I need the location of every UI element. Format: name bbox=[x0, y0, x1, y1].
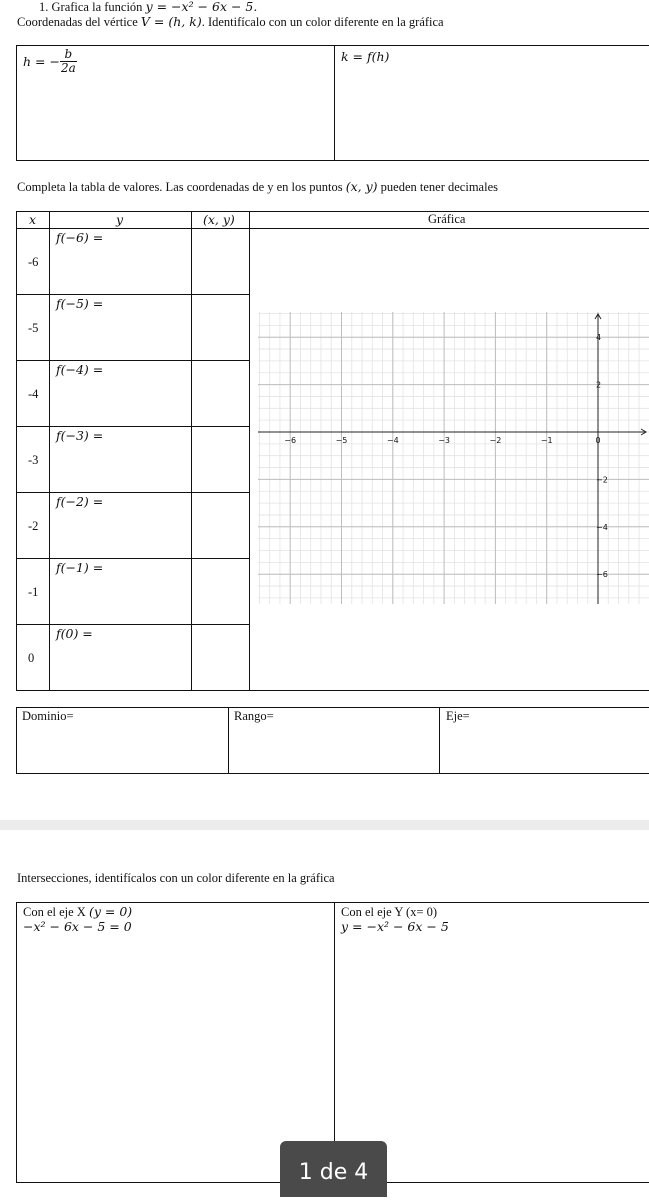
domain-label: Dominio= bbox=[22, 709, 74, 723]
x-tick-label: −1 bbox=[540, 436, 553, 445]
table-cell-x: -1 bbox=[28, 585, 39, 599]
x-tick-label: −2 bbox=[489, 436, 502, 445]
table-cell-fx: f(−4) = bbox=[56, 362, 104, 377]
table-cell-x: -3 bbox=[28, 453, 39, 467]
instruction-text: Grafica la función bbox=[51, 0, 143, 14]
table-cell-fx: f(−3) = bbox=[56, 428, 104, 443]
x-axis-equation: −x² − 6x − 5 = 0 bbox=[23, 919, 132, 934]
x-tick-label: −5 bbox=[335, 436, 348, 445]
x-tick-label: −6 bbox=[284, 436, 297, 445]
table-cell-fx: f(−5) = bbox=[56, 296, 104, 311]
x-axis-intersection-label bbox=[23, 905, 132, 919]
vertex-prefix: Coordenadas del vértice bbox=[17, 15, 138, 29]
y-tick-label: 4 bbox=[596, 333, 602, 343]
page-indicator[interactable]: 1 de 4 bbox=[280, 1141, 387, 1197]
table-cell-x: -2 bbox=[28, 519, 39, 533]
table-cell-fx: f(−2) = bbox=[56, 494, 104, 509]
y-tick-label: −6 bbox=[596, 570, 608, 580]
summary-box bbox=[16, 707, 649, 774]
y-tick-label: −4 bbox=[596, 522, 608, 532]
x-axis-condition: (y = 0) bbox=[88, 904, 133, 919]
vertex-expression: V = (h, k) bbox=[140, 14, 202, 29]
header-x: x bbox=[29, 212, 37, 227]
x-tick-label: −4 bbox=[386, 436, 399, 445]
x-tick-label: −3 bbox=[438, 436, 450, 445]
h-numerator: b bbox=[64, 47, 73, 61]
table-cell-fx: f(−6) = bbox=[56, 230, 104, 245]
page-break bbox=[0, 820, 649, 830]
item-number: 1. bbox=[39, 0, 49, 14]
vertex-suffix: . Identifícalo con un color diferente en la gráfica bbox=[201, 15, 444, 29]
table-cell-x: 0 bbox=[28, 651, 35, 665]
x-tick-label: 0 bbox=[595, 436, 601, 445]
table-cell-x: -5 bbox=[28, 321, 39, 335]
y-axis-equation: y = −x² − 6x − 5 bbox=[341, 919, 449, 934]
h-denominator: 2a bbox=[60, 61, 76, 75]
table-instruction-expr: (x, y) bbox=[345, 179, 378, 194]
y-tick-label: 2 bbox=[596, 380, 602, 390]
table-cell-x: -6 bbox=[28, 255, 39, 269]
table-instruction-suffix: pueden tener decimales bbox=[380, 180, 498, 194]
x-axis-label-text: Con el eje X bbox=[23, 905, 86, 919]
header-y: y bbox=[116, 212, 124, 227]
table-instruction-prefix: Completa la tabla de valores. Las coordenadas de y en los puntos bbox=[17, 180, 343, 194]
table-cell-fx: f(0) = bbox=[56, 626, 93, 641]
intersections-title: Intersecciones, identifícalos con un color diferente en la gráfica bbox=[17, 871, 335, 885]
axis-of-symmetry-label: Eje= bbox=[446, 709, 470, 723]
h-label: h = − bbox=[23, 54, 60, 69]
summary-divider-1 bbox=[228, 707, 229, 774]
summary-divider-2 bbox=[439, 707, 440, 774]
table-cell-x: -4 bbox=[28, 387, 39, 401]
k-formula: k = f(h) bbox=[341, 49, 390, 64]
range-label: Rango= bbox=[234, 709, 274, 723]
table-cell-fx: f(−1) = bbox=[56, 560, 104, 575]
function-expression: y = −x² − 6x − 5. bbox=[145, 0, 258, 14]
y-tick-label: −2 bbox=[596, 475, 608, 485]
y-axis-intersection-label: Con el eje Y (x= 0) bbox=[341, 905, 438, 919]
header-point: (x, y) bbox=[203, 212, 235, 227]
header-graph: Gráfica bbox=[428, 212, 466, 226]
